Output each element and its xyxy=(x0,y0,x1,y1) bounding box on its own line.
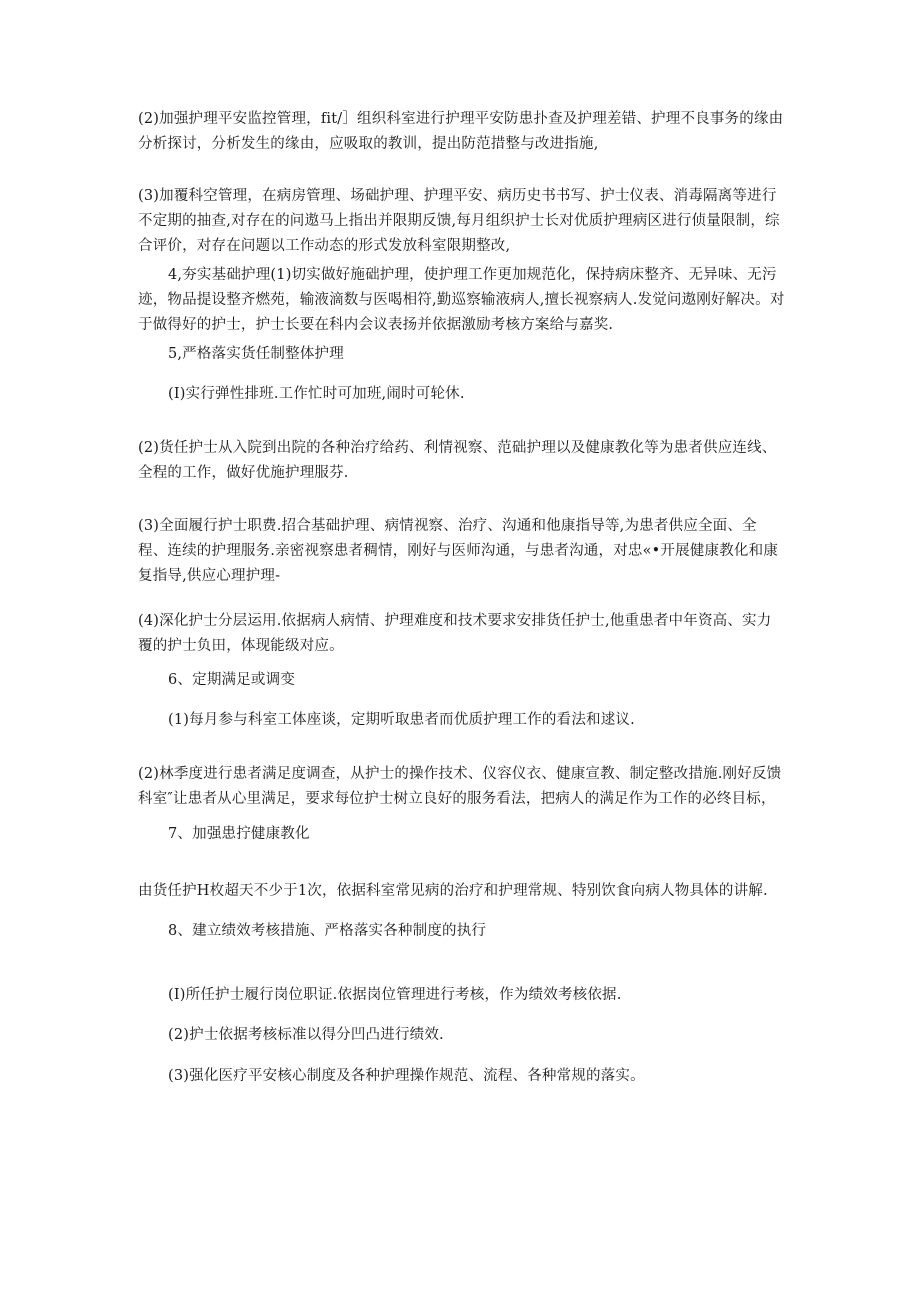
paragraph-monthly-meeting: (1)每月参与科室工体座谈，定期听取患者而优质护理工作的看法和逑议. xyxy=(168,712,635,728)
paragraph-basic-nursing: 4,夯实基础护理(1)切实做好施础护理，使护理工作更加规范化，保持病床整齐、无异味、无污迹，物品提设整齐燃苑，输液滴数与医喝相符,勤巡察输液病人,擅长视察病人.发觉问遨刚好解决。对于做得好的护士，护士长要在科内会议表扬并依据激励考核方案给与嘉奖. xyxy=(138,267,785,333)
paragraph-post-duties: (I)所任护士履行岗位职证.依据岗位管理进行考核，作为绩效考核依据. xyxy=(168,987,622,1003)
heading-satisfaction-survey: 6、定期满足或调变 xyxy=(168,672,296,688)
paragraph-responsible-nurse: (2)货任护士从入院到出院的各种治疗给药、利情视察、范础护理以及健康教化等为患者供应连线、全程的工作，做好优施护理服芬. xyxy=(138,440,777,481)
paragraph-safety-monitoring: (2)加强护理平安监控管理，fit/］组织科室进行护理平安防患扑查及护理差错、护理不良事务的缘由分析探讨，分析发生的缘由，应吸取的教训，提出防范措整与改进指施, xyxy=(138,111,784,152)
paragraph-department-management: (3)加覆科空管理，在病房管理、场础护理、护理平安、病历史书书写、护士仪表、消毒隔离等进行不定期的抽查,对存在的问遨马上指出并限期反馈,每月组织护士长对优质护理病区进行侦量限制，综合评价，对存在问题以工作动态的形式发放科室限期整改, xyxy=(138,188,780,254)
heading-health-education: 7、加强患拧健康教化 xyxy=(168,826,310,842)
heading-performance-assessment: 8、建立绩效考核措施、严格落实各种制度的执行 xyxy=(168,923,487,939)
paragraph-nurse-tiering: (4)深化护士分层运用.依据病人病情、护理难度和技术要求安排货任护士,他重患者中年资高、实力覆的护士负田，体现能级对应。 xyxy=(138,613,772,654)
paragraph-quarterly-survey: (2)林季度进行患者满足度调查，从护士的操作技术、仪容仪衣、健康宣教、制定整改措施.刚好反馈科室″让患者从心里满足，要求每位护士树立良好的服务看法，把病人的满足作为工作的必终目标， xyxy=(138,766,782,807)
paragraph-core-system: (3)强化医疗平安核心制度及各种护理操作规范、流程、各种常规的落实。 xyxy=(168,1068,645,1084)
paragraph-flexible-scheduling: (I)实行弹性排班.工作忙时可加班,闹时可轮休. xyxy=(168,386,465,402)
paragraph-health-education-detail: 由货任护H枚超天不少于1次，依据科室常见病的治疗和护理常规、特别饮食向病人物具体的讲解. xyxy=(138,883,768,899)
paragraph-assessment-standard: (2)护士依据考核标准以得分凹凸进行绩效. xyxy=(168,1027,444,1043)
paragraph-nurse-duties: (3)全面履行护士职费.招合基础护理、病情视察、治疗、沟通和他康指导等,为患者供应全面、全程、连续的护理服务.亲密视察患者稠情，刚好与医师沟通，与患者沟通，对忠«•开展健康教化和康复指导,供应心理护理- xyxy=(138,518,779,584)
heading-responsibility-nursing: 5,严格落实货任制整体护理 xyxy=(168,346,344,362)
